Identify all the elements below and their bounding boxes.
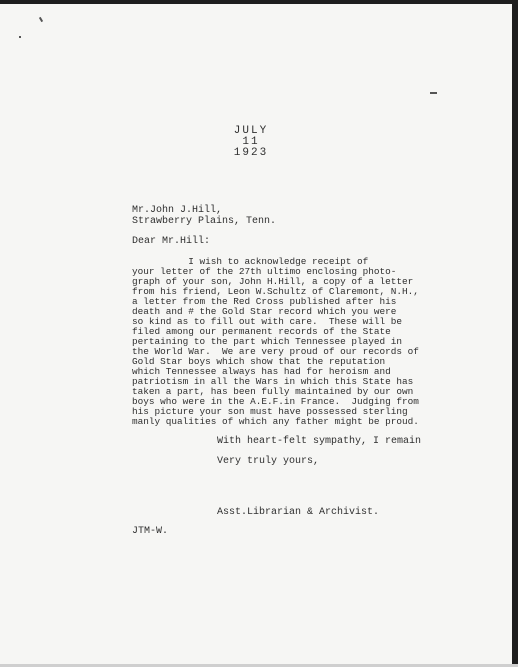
scan-speck: [19, 36, 21, 38]
body-line: which Tennessee always has had for heroism and: [132, 366, 391, 377]
body-line: his picture your son must have possessed sterling: [132, 406, 408, 417]
scan-speck: [430, 92, 437, 94]
body-line: so kind as to fill out with care. These will be: [132, 316, 403, 327]
body-line: a letter from the Red Cross published after his: [132, 296, 397, 307]
body-line: I wish to acknowledge receipt of: [132, 256, 369, 267]
scan-border-top: [0, 0, 518, 4]
body-line: graph of your son, John H.Hill, a copy of a letter: [132, 276, 414, 287]
body-line: the World War. We are very proud of our records of: [132, 346, 419, 357]
body-line: death and # the Gold Star record which you were: [132, 306, 397, 317]
date-month: JULY: [233, 125, 269, 137]
scan-speck: [39, 17, 43, 22]
signature-title: Asst.Librarian & Archivist.: [217, 507, 380, 518]
valediction: Very truly yours,: [217, 456, 320, 467]
body-line: your letter of the 27th ultimo enclosing photo-: [132, 266, 397, 277]
body-line: pertaining to the part which Tennessee played in: [132, 336, 403, 347]
recipient-address: Strawberry Plains, Tenn.: [132, 216, 277, 227]
closing-line: With heart-felt sympathy, I remain: [217, 436, 422, 447]
recipient-name: Mr.John J.Hill,: [132, 205, 223, 216]
scan-border-right: [512, 0, 518, 667]
body-line: boys who were in the A.E.F.in France. Judging from: [132, 396, 419, 407]
body-line: Gold Star boys which show that the reputation: [132, 356, 386, 367]
body-line: taken a part, has been fully maintained by our own: [132, 386, 414, 397]
body-line: filed among our permanent records of the State: [132, 326, 391, 337]
date-year: 1923: [233, 147, 269, 159]
body-line: patriotism in all the Wars in which this State has: [132, 376, 414, 387]
salutation: Dear Mr.Hill:: [132, 236, 211, 247]
typist-initials: JTM-W.: [132, 526, 169, 537]
body-line: manly qualities of which any father might be proud.: [132, 416, 419, 427]
date-day: 11: [242, 136, 260, 148]
body-line: from his friend, Leon W.Schultz of Claremont, N.H.,: [132, 286, 419, 297]
